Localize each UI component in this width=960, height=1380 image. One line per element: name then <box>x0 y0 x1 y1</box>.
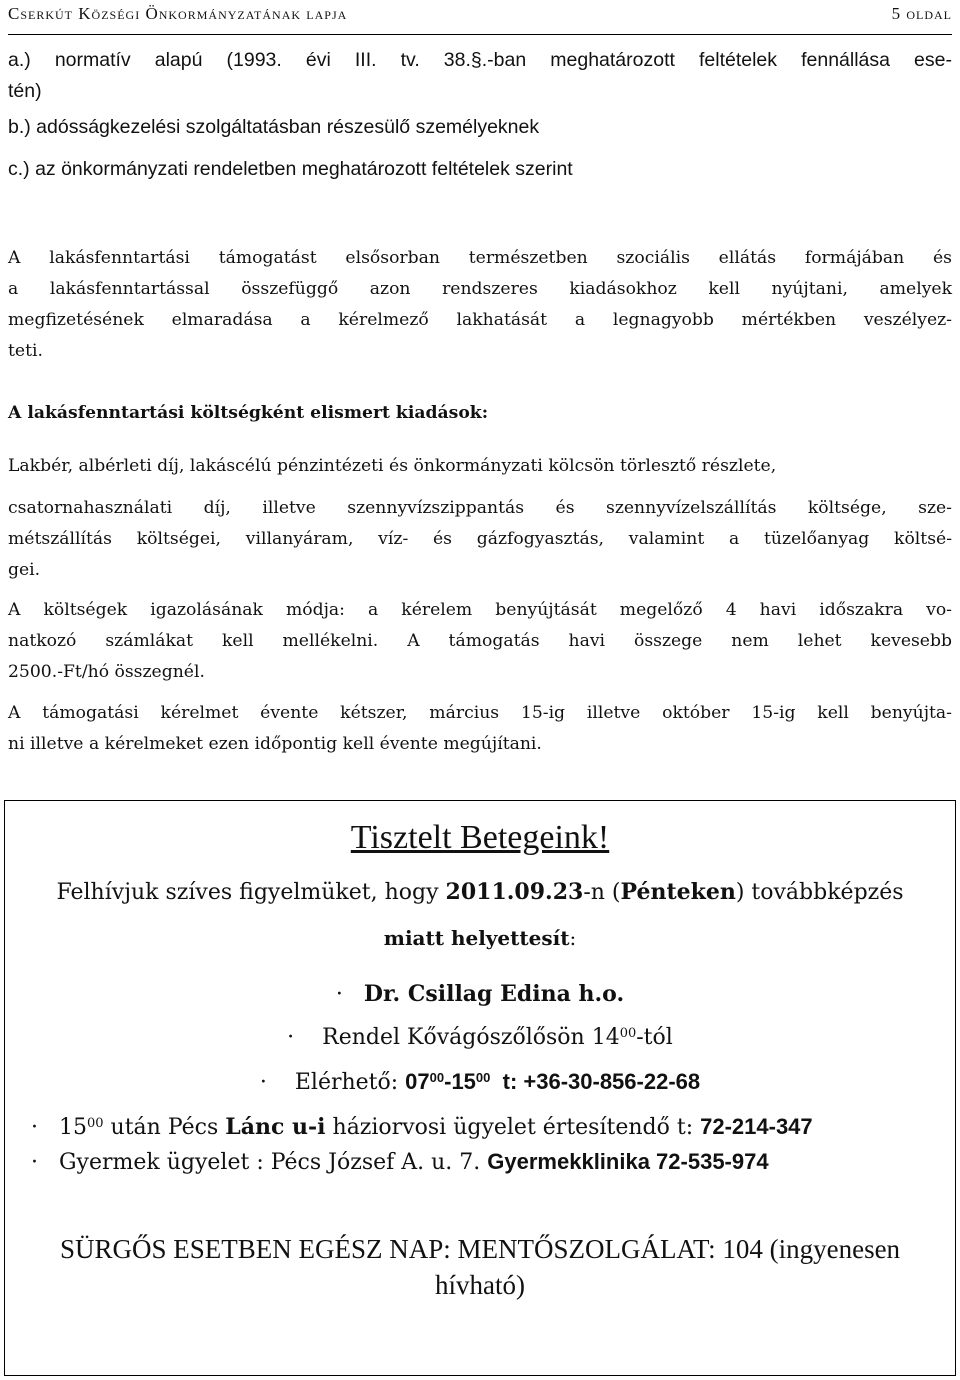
duty-time: 15 <box>58 1115 87 1140</box>
contact-phone: t: +36-30-856-22-68 <box>490 1069 701 1094</box>
child-duty-line <box>31 1149 769 1175</box>
notice-substitute: miatt helyettesít <box>383 926 570 950</box>
doctor-name: Dr. Csillag Edina h.o. <box>363 981 625 1007</box>
list-item-b: b.) adósságkezelési szolgáltatásban részesülő személyeknek <box>8 116 540 138</box>
condition-list <box>8 46 952 183</box>
text-line: csatornahasználati díj, illetve szennyvízszippantás és szennyvízelszállítás költsége, sze- <box>8 498 952 518</box>
paragraph-utilities <box>8 493 952 586</box>
duty-phone: 72-214-347 <box>700 1114 813 1139</box>
text-line: A lakásfenntartási támogatást elsősorban természetben szociális ellátás formájában és <box>8 248 952 268</box>
page-header <box>8 0 952 35</box>
notice-day: Pénteken <box>620 879 736 905</box>
text-line: A támogatási kérelmet évente kétszer, március 15-ig illetve október 15-ig kell benyújta- <box>8 703 952 723</box>
emergency-text <box>5 1231 955 1303</box>
office-hours-line <box>5 1025 955 1050</box>
duty-time-sup: 00 <box>86 1116 104 1131</box>
contact-time-sup: 00 <box>475 1070 491 1085</box>
office-hours-suffix: -tól <box>636 1025 673 1050</box>
emergency-line: hívható) <box>435 1270 525 1300</box>
emergency-line: SÜRGŐS ESETBEN EGÉSZ NAP: MENTŐSZOLGÁLAT: 104 (ingyenesen <box>59 1234 901 1264</box>
child-duty-clinic: Gyermekklinika 72-535-974 <box>487 1149 769 1174</box>
duty-street: Lánc u-i <box>225 1114 326 1140</box>
bullet-icon: · <box>335 982 343 1007</box>
paragraph-deadline <box>8 698 952 760</box>
notice-title: Tisztelt Betegeink! <box>350 819 610 856</box>
list-item-c: c.) az önkormányzati rendeletben meghatározott feltételek szerint <box>8 158 573 180</box>
text-line: métszállítás költségei, villanyáram, víz- és gázfogyasztás, valamint a tüzelőanyag költsé- <box>8 529 952 549</box>
duty-text: után Pécs <box>103 1115 226 1140</box>
section-heading: A lakásfenntartási költségként elismert kiadások: <box>8 403 489 423</box>
office-hours: Rendel Kővágószőlősön 14 <box>322 1025 620 1050</box>
notice-text: Felhívjuk szíves figyelmüket, hogy <box>56 880 446 905</box>
contact-time-sup: 00 <box>429 1070 445 1085</box>
notice-colon: : <box>569 926 577 950</box>
text-line: a lakásfenntartással összefüggő azon rendszeres kiadásokhoz kell nyújtani, amelyek <box>8 279 952 299</box>
bullet-icon: · <box>31 1150 38 1175</box>
contact-label: Elérhető: <box>294 1070 406 1095</box>
text-line: A költségek igazolásának módja: a kérelem benyújtását megelőző 4 havi időszakra vo- <box>8 600 952 620</box>
text-line: gei. <box>8 560 41 580</box>
notice-text: ) továbbképzés <box>735 880 904 905</box>
notice-date: 2011.09.23 <box>445 879 584 905</box>
child-duty-text: Gyermek ügyelet : Pécs József A. u. 7. <box>58 1150 488 1175</box>
text-line: ni illetve a kérelmeket ezen időpontig kell évente megújítani. <box>8 734 542 754</box>
paragraph-support <box>8 243 952 367</box>
notice-intro <box>5 879 955 905</box>
contact-line <box>5 1069 955 1095</box>
publication-title: Cserkút Községi Önkormányzatának lapja <box>8 4 348 23</box>
doctor-line <box>5 981 955 1007</box>
bullet-icon: · <box>31 1115 38 1140</box>
list-item-a: a.) normatív alapú (1993. évi III. tv. 38.§.-ban meghatározott feltételek fennállása ese- <box>8 49 952 71</box>
text-line: megfizetésének elmaradása a kérelmező lakhatását a legnagyobb mértékben veszélyez- <box>8 310 952 330</box>
duty-text: háziorvosi ügyelet értesítendő t: <box>325 1115 701 1140</box>
list-item-a-cont: tén) <box>8 80 42 102</box>
contact-time: 07 <box>405 1069 430 1094</box>
notice-text: -n ( <box>583 880 621 905</box>
office-hours-sup: 00 <box>619 1026 637 1041</box>
notice-box <box>4 800 956 1376</box>
duty-line <box>31 1114 813 1140</box>
text-line: 2500.-Ft/hó összegnél. <box>8 662 205 682</box>
paragraph-expenses: Lakbér, albérleti díj, lakáscélú pénzintézeti és önkormányzati kölcsön törlesztő részlete, <box>8 456 777 476</box>
text-line: natkozó számlákat kell mellékelni. A támogatás havi összege nem lehet kevesebb <box>8 631 952 651</box>
text-line: teti. <box>8 341 43 361</box>
notice-substitute-line <box>5 926 955 950</box>
contact-time: -15 <box>444 1069 476 1094</box>
page-number: 5 oldal <box>891 4 952 23</box>
bullet-icon: · <box>259 1070 267 1095</box>
paragraph-proof <box>8 595 952 688</box>
bullet-icon: · <box>287 1025 295 1050</box>
